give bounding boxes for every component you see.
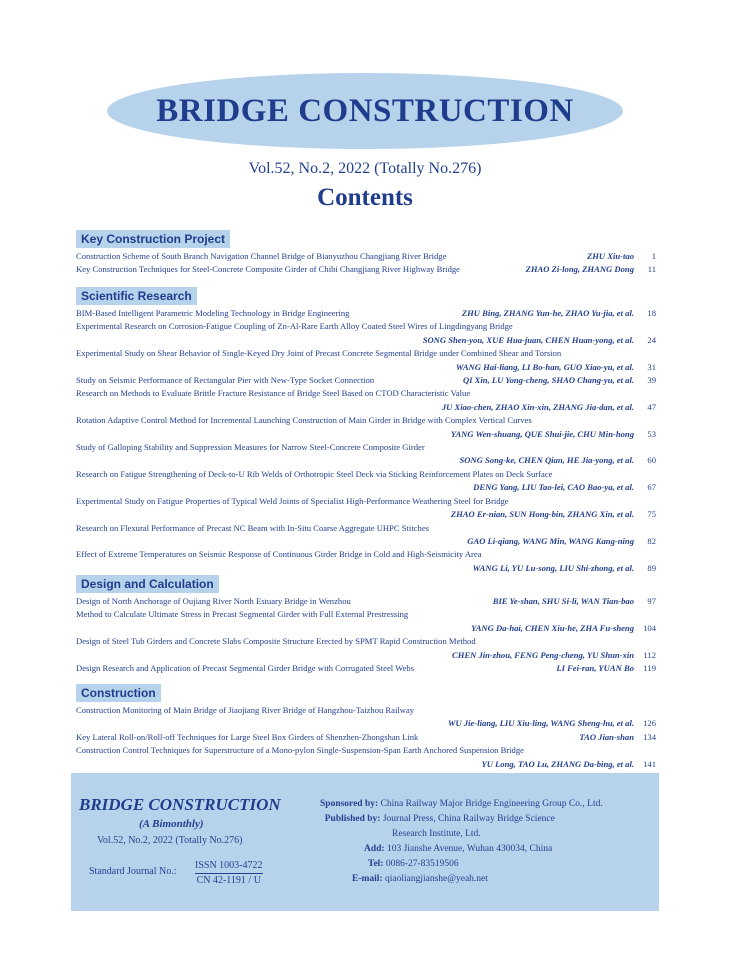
standard-journal-label: Standard Journal No.: xyxy=(89,866,177,877)
entry-title: BIM-Based Intelligent Parametric Modeling Technology in Bridge Engineering xyxy=(76,308,350,318)
entry-title: Research on Methods to Evaluate Brittle Fracture Resistance of Bridge Steel Based on CTOD Characteristic Value xyxy=(76,388,471,399)
entry-page: 75 xyxy=(647,509,656,520)
entry-authors: WANG Li, YU Lu-song, LIU Shi-zhong, et al. xyxy=(472,562,634,573)
entry-title: Research on Fatigue Strengthening of Deck-to-U Rib Welds of Orthotropic Steel Deck via Sticking Reinforcement Plates on Deck Surface xyxy=(76,468,553,479)
toc-entry[interactable] xyxy=(76,263,656,276)
section-heading: Key Construction Project xyxy=(76,230,230,248)
email-value[interactable]: qiaoliangjianshe@yeah.net xyxy=(384,874,488,884)
entry-authors: CHEN Jin-zhou, FENG Peng-cheng, YU Shun-xin xyxy=(451,649,634,660)
tel-value: 0086-27-83519506 xyxy=(385,859,459,869)
issn-block xyxy=(195,859,263,887)
toc-entry[interactable] xyxy=(76,704,656,731)
toc-entry[interactable] xyxy=(76,441,656,468)
cn-number: CN 42-1191 / U xyxy=(196,875,261,886)
entry-page: 39 xyxy=(647,375,656,386)
entry-title: Design of North Anchorage of Oujiang River North Estuary Bridge in Wenzhou xyxy=(76,596,351,606)
toc-entry[interactable] xyxy=(76,307,656,320)
toc-entry[interactable] xyxy=(76,414,656,441)
entry-title: Experimental Study on Fatigue Properties of Typical Weld Joints of Specialist High-Performance Weathering Steel for Bridge xyxy=(76,495,509,506)
entry-page: 18 xyxy=(647,308,656,318)
entry-title: Design Research and Application of Precast Segmental Girder Bridge with Corrugated Steel Webs xyxy=(76,663,415,674)
entry-title: Experimental Research on Corrosion-Fatigue Coupling of Zn-Al-Rare Earth Alloy Coated Steel Wires of Lingdingyang Bridge xyxy=(76,321,513,332)
entry-title: Rotation Adaptive Control Method for Incremental Launching Construction of Main Girder in Bridge with Complex Vertical Curves xyxy=(76,415,532,426)
entry-page: 112 xyxy=(643,649,656,660)
entry-authors: SONG Song-ke, CHEN Qian, HE Jia-yong, et al. xyxy=(459,455,634,466)
publisher-info xyxy=(320,797,603,887)
entry-authors: QI Xin, LU Yong-cheng, SHAO Chang-yu, et al. xyxy=(462,375,634,386)
journal-title-banner xyxy=(107,73,623,149)
entry-authors: LI Fei-ran, YUAN Bo xyxy=(556,663,634,674)
address-label: Add: xyxy=(364,844,385,854)
footer-journal-title: BRIDGE CONSTRUCTION xyxy=(79,795,281,814)
toc-entry[interactable] xyxy=(76,548,656,575)
address-value: 103 Jianshe Avenue, Wuhan 430034, China xyxy=(386,844,553,854)
issn-number: ISSN 1003-4722 xyxy=(195,859,263,874)
entry-authors: BIE Ye-shan, SHU Si-li, WAN Tian-bao xyxy=(492,596,634,606)
toc-entry[interactable] xyxy=(76,320,656,347)
toc-entry[interactable] xyxy=(76,495,656,522)
section-heading: Scientific Research xyxy=(76,287,197,305)
entry-page: 89 xyxy=(647,562,656,573)
published-value: Journal Press, China Railway Bridge Science xyxy=(382,814,555,824)
entry-authors: TAO Jian-shan xyxy=(579,731,634,742)
entry-page: 82 xyxy=(647,535,656,546)
entry-authors: YU Long, TAO Lu, ZHANG Da-bing, et al. xyxy=(481,758,634,769)
published-label: Published by: xyxy=(324,814,381,824)
entry-page: 24 xyxy=(647,334,656,345)
entry-page: 119 xyxy=(643,663,656,674)
volume-line: Vol.52, No.2, 2022 (Totally No.276) xyxy=(248,160,482,177)
entry-title: Research on Flexural Performance of Precast NC Beam with In-Situ Coarse Aggregate UHPC Stitches xyxy=(76,522,429,533)
entry-page: 11 xyxy=(647,264,656,275)
toc-entry[interactable] xyxy=(76,608,656,635)
toc-entry[interactable] xyxy=(76,468,656,495)
entry-title: Key Construction Techniques for Steel-Concrete Composite Girder of Chibi Changjiang River Highway Bridge xyxy=(76,264,460,275)
entry-authors: JU Xiao-chen, ZHAO Xin-xin, ZHANG Jia-dan, et al. xyxy=(441,401,634,412)
sponsored-label: Sponsored by: xyxy=(320,799,379,809)
toc-entry[interactable] xyxy=(76,662,656,675)
toc-entry[interactable] xyxy=(76,250,656,263)
toc-entry[interactable] xyxy=(76,731,656,744)
entry-page: 67 xyxy=(647,482,656,493)
entry-title: Study on Seismic Performance of Rectangular Pier with New-Type Socket Connection xyxy=(76,375,375,386)
entry-title: Construction Control Techniques for Superstructure of a Mono-pylon Single-Suspension-Span Earth Anchored Suspension Bridge xyxy=(76,745,524,756)
entry-authors: GAO Li-qiang, WANG Min, WANG Kang-ning xyxy=(467,535,634,546)
section-design-calculation xyxy=(76,575,656,675)
toc-entry[interactable] xyxy=(76,347,656,374)
entry-page: 60 xyxy=(647,455,656,466)
footer-frequency: (A Bimonthly) xyxy=(139,818,204,830)
section-construction xyxy=(76,684,656,771)
entry-authors: YANG Wen-shuang, QUE Shui-jie, CHU Min-hong xyxy=(450,428,634,439)
entry-page: 104 xyxy=(643,622,656,633)
entry-page: 53 xyxy=(647,428,656,439)
footer-volume: Vol.52, No.2, 2022 (Totally No.276) xyxy=(97,835,243,846)
entry-title: Study of Galloping Stability and Suppression Measures for Narrow Steel-Concrete Composite Girder xyxy=(76,442,425,453)
entry-authors: DENG Yang, LIU Tao-lei, CAO Bao-ya, et al. xyxy=(473,482,634,493)
entry-page: 97 xyxy=(647,596,656,606)
entry-title: Design of Steel Tub Girders and Concrete Slabs Composite Structure Erected by SPMT Rapid Construction Method xyxy=(76,636,476,647)
section-key-construction xyxy=(76,230,656,277)
entry-title: Construction Monitoring of Main Bridge of Jiaojiang River Bridge of Hangzhou-Taizhou Railway xyxy=(76,705,415,715)
entry-authors: YANG Da-hai, CHEN Xiu-he, ZHA Fu-sheng xyxy=(471,622,634,633)
journal-title: BRIDGE CONSTRUCTION xyxy=(156,92,574,129)
entry-title: Method to Calculate Ultimate Stress in Precast Segmental Girder with Full External Prestressing xyxy=(76,609,409,620)
entry-page: 126 xyxy=(643,718,656,729)
entry-authors: SONG Shen-you, XUE Hua-juan, CHEN Huan-yong, et al. xyxy=(422,334,634,345)
entry-title: Effect of Extreme Temperatures on Seismic Response of Continuous Girder Bridge in Cold and High-Seismicity Area xyxy=(76,549,482,560)
entry-authors: WU Jie-liang, LIU Xiu-ling, WANG Sheng-hu, et al. xyxy=(447,718,634,729)
entry-page: 47 xyxy=(647,401,656,412)
entry-page: 31 xyxy=(647,361,656,372)
entry-page: 1 xyxy=(651,251,656,261)
sponsored-value: China Railway Major Bridge Engineering Group Co., Ltd. xyxy=(380,799,603,809)
toc-entry[interactable] xyxy=(76,744,656,771)
section-heading: Construction xyxy=(76,684,161,702)
contents-heading: Contents xyxy=(317,184,413,211)
section-scientific-research xyxy=(76,287,656,575)
section-heading: Design and Calculation xyxy=(76,575,219,593)
toc-entry[interactable] xyxy=(76,522,656,549)
entry-authors: WANG Hai-liang, LI Bo-han, GUO Xiao-yu, et al. xyxy=(455,361,634,372)
entry-authors: ZHAO Zi-long, ZHANG Dong xyxy=(525,264,634,275)
toc-entry[interactable] xyxy=(76,635,656,662)
entry-title: Key Lateral Roll-on/Roll-off Techniques for Large Steel Box Girders of Shenzhen-Zhongshan Link xyxy=(76,731,419,742)
email-label: E-mail: xyxy=(352,874,383,884)
entry-page: 141 xyxy=(643,758,656,769)
entry-authors: ZHAO Er-nian, SUN Hong-bin, ZHANG Xin, et al. xyxy=(450,509,634,520)
toc-entry[interactable] xyxy=(76,374,656,387)
published-value-cont: Research Institute, Ltd. xyxy=(392,829,481,839)
toc-entry[interactable] xyxy=(76,387,656,414)
entry-authors: ZHU Bing, ZHANG Yun-he, ZHAO Yu-jia, et al. xyxy=(461,308,634,318)
entry-title: Construction Scheme of South Branch Navigation Channel Bridge of Bianyuzhou Changjiang River Bridge xyxy=(76,251,447,261)
journal-info-box xyxy=(71,773,659,911)
tel-label: Tel: xyxy=(368,859,384,869)
toc-entry[interactable] xyxy=(76,595,656,608)
entry-title: Experimental Study on Shear Behavior of Single-Keyed Dry Joint of Precast Concrete Segmental Bridge under Combined Shear and Torsion xyxy=(76,348,562,359)
entry-authors: ZHU Xiu-tao xyxy=(586,251,634,261)
entry-page: 134 xyxy=(643,731,656,742)
